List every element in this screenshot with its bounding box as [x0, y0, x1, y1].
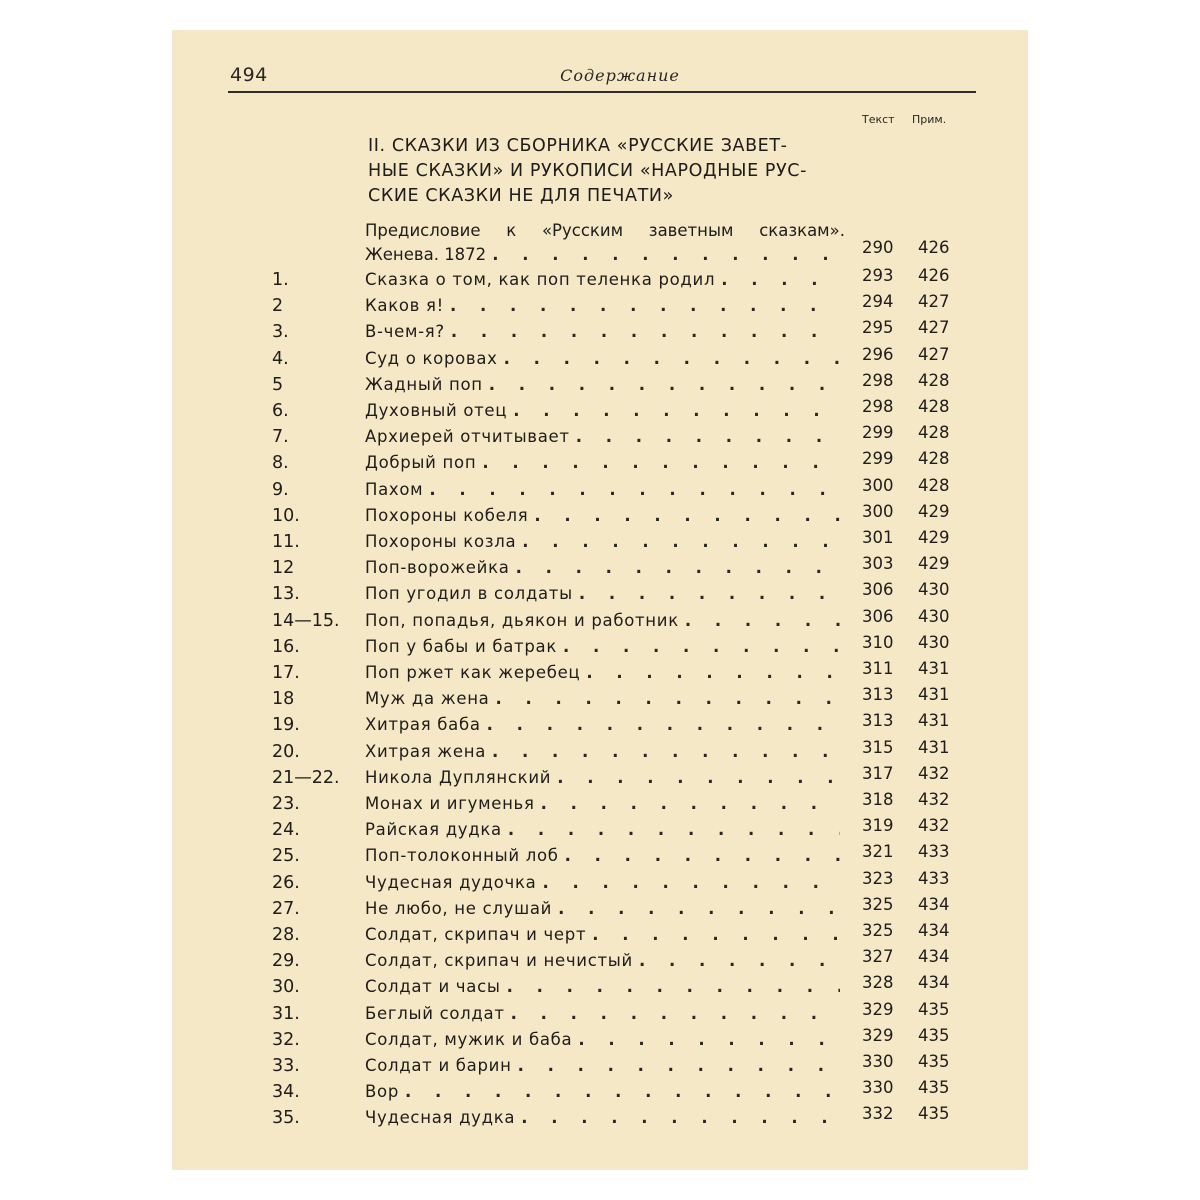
- toc-row: [0, 868, 1000, 899]
- dot-leader: [451, 322, 840, 341]
- dot-leader: [586, 663, 840, 682]
- text-page: 311: [862, 659, 894, 678]
- text-page: 318: [862, 790, 894, 809]
- text-page: 329: [862, 999, 894, 1019]
- entry-title-line: [365, 480, 840, 499]
- text-page: 298: [862, 370, 894, 390]
- text-page: 325: [862, 921, 894, 940]
- entry-title-line: [365, 401, 840, 420]
- dot-leader: [507, 977, 840, 996]
- entry-number: 14—15.: [272, 610, 340, 631]
- entry-title-line: [365, 584, 840, 603]
- toc-row: [0, 816, 1000, 846]
- toc-row: [0, 921, 1000, 951]
- text-page: 329: [862, 1025, 894, 1045]
- entry-title: Поп ржет как жеребец: [365, 663, 581, 682]
- toc-row: [0, 947, 1000, 977]
- text-page: 303: [862, 554, 894, 574]
- toc-row: [0, 475, 1000, 506]
- preface-line-2: [365, 243, 845, 267]
- entry-title-line: [365, 742, 840, 761]
- notes-page: 433: [918, 842, 950, 862]
- text-page: 332: [862, 1104, 894, 1124]
- entry-number: 27.: [272, 898, 300, 919]
- text-page: 298: [862, 397, 894, 416]
- entry-title: Солдат, скрипач и черт: [365, 925, 587, 944]
- notes-page: 434: [918, 947, 950, 967]
- entry-number: 16.: [272, 636, 300, 657]
- entry-number: 1.: [272, 270, 289, 290]
- entry-title: Муж да жена: [365, 689, 490, 709]
- entry-number: 20.: [272, 741, 300, 762]
- entry-number: 2: [272, 296, 284, 317]
- entry-title: Поп-ворожейка: [365, 558, 510, 578]
- entry-title: Жадный поп: [365, 374, 483, 394]
- dot-leader: [516, 558, 840, 577]
- toc-row: [0, 528, 1000, 558]
- column-header-notes: Прим.: [912, 113, 947, 126]
- toc-row: [0, 606, 1000, 637]
- entry-title-line: [365, 322, 840, 341]
- entry-title: Солдат, мужик и баба: [365, 1029, 573, 1049]
- notes-page: 429: [918, 554, 950, 574]
- notes-page: 430: [918, 580, 950, 600]
- toc-row: [0, 1104, 1000, 1134]
- text-page: 293: [862, 266, 894, 285]
- dot-leader: [405, 1082, 840, 1101]
- dot-leader: [511, 1004, 840, 1023]
- preface-text-page: 290: [862, 238, 894, 257]
- entry-title: Духовный отец: [365, 401, 508, 420]
- entry-number: 35.: [272, 1108, 300, 1129]
- toc-row: [0, 763, 1000, 794]
- dot-leader: [482, 453, 840, 472]
- entry-title-line: [365, 794, 840, 813]
- text-page: 313: [862, 685, 894, 705]
- notes-page: 429: [918, 501, 950, 521]
- entry-title: Беглый солдат: [365, 1003, 505, 1023]
- preface-place-date: Женева. 1872: [365, 245, 487, 264]
- dot-leader: [508, 820, 840, 839]
- entry-number: 28.: [272, 925, 300, 945]
- dot-leader: [513, 401, 840, 420]
- toc-row: [0, 397, 1000, 427]
- toc-row: [0, 737, 1000, 768]
- entry-title-line: [365, 663, 840, 682]
- notes-page: 427: [918, 292, 950, 312]
- toc-row: [0, 685, 1000, 715]
- dot-leader: [541, 794, 840, 813]
- dot-leader: [685, 611, 840, 630]
- toc-row: [0, 1052, 1000, 1082]
- column-header-text: Текст: [862, 113, 895, 126]
- text-page: 306: [862, 606, 894, 626]
- toc-row: [0, 501, 1000, 532]
- notes-page: 433: [918, 868, 950, 888]
- entry-title: Солдат и барин: [365, 1056, 512, 1075]
- entry-title: Похороны кобеля: [365, 505, 529, 525]
- entry-number: 34.: [272, 1082, 300, 1103]
- text-page: 328: [862, 973, 894, 993]
- entry-title-line: [365, 977, 840, 996]
- entry-title: Похороны козла: [365, 532, 517, 551]
- entry-number: 30.: [272, 977, 300, 998]
- section-heading-line: СКИЕ СКАЗКИ НЕ ДЛЯ ПЕЧАТИ»: [368, 186, 674, 206]
- entry-title-line: [365, 375, 840, 394]
- entry-title: Солдат, скрипач и нечистый: [365, 951, 633, 971]
- entry-number: 8.: [272, 453, 289, 474]
- notes-page: 435: [918, 1025, 950, 1045]
- entry-number: 25.: [272, 846, 300, 867]
- notes-page: 428: [918, 423, 950, 443]
- text-page: 323: [862, 868, 894, 888]
- notes-page: 432: [918, 790, 950, 809]
- text-page: 300: [862, 501, 894, 521]
- entry-title: Сказка о том, как поп теленка родил: [365, 270, 716, 289]
- entry-title: Солдат и часы: [365, 977, 501, 997]
- notes-page: 430: [918, 632, 950, 652]
- notes-page: 435: [918, 999, 950, 1019]
- text-page: 327: [862, 947, 894, 967]
- section-heading-line: II. СКАЗКИ ИЗ СБОРНИКА «РУССКИЕ ЗАВЕТ-: [368, 136, 788, 156]
- toc-row: [0, 659, 1000, 689]
- dot-leader: [492, 243, 845, 267]
- toc-row: [0, 999, 1000, 1030]
- entry-title-line: [365, 637, 840, 656]
- preface-notes-page: 426: [918, 238, 950, 257]
- entry-number: 13.: [272, 584, 300, 605]
- text-page: 315: [862, 737, 894, 757]
- text-page: 330: [862, 1052, 894, 1071]
- entry-number: 24.: [272, 820, 300, 841]
- entry-title-line: [365, 951, 840, 970]
- dot-leader: [557, 768, 840, 787]
- entry-title-line: [365, 925, 840, 944]
- preface-word: «Русским: [541, 221, 624, 240]
- dot-leader: [518, 1056, 840, 1075]
- dot-leader: [492, 742, 840, 761]
- preface-word: к: [506, 221, 517, 240]
- toc-row: [0, 266, 1000, 296]
- notes-page: 434: [918, 921, 950, 940]
- text-page: 294: [862, 292, 894, 312]
- entry-number: 9.: [272, 479, 289, 500]
- running-title: Содержание: [560, 66, 680, 85]
- entry-title: Хитрая баба: [365, 715, 481, 735]
- entry-title: Каков я!: [365, 296, 444, 316]
- preface-word: заветным: [648, 221, 734, 240]
- notes-page: 428: [918, 449, 950, 469]
- entry-title: Суд о коровах: [365, 348, 498, 368]
- entry-number: 19.: [272, 715, 300, 736]
- dot-leader: [579, 584, 840, 603]
- page-number: 494: [230, 64, 268, 86]
- entry-title: Вор: [365, 1082, 399, 1102]
- notes-page: 434: [918, 894, 950, 914]
- toc-row: [0, 344, 1000, 375]
- entry-title: Чудесная дудка: [365, 1108, 516, 1128]
- dot-leader: [576, 427, 840, 446]
- toc-row: [0, 842, 1000, 872]
- dot-leader: [504, 349, 840, 368]
- notes-page: 428: [918, 397, 950, 416]
- text-page: 319: [862, 816, 894, 836]
- header-rule: [228, 91, 976, 93]
- dot-leader: [534, 506, 840, 525]
- toc-row: [0, 1078, 1000, 1108]
- entry-number: 17.: [272, 663, 300, 683]
- entry-title-line: [365, 1004, 840, 1023]
- toc-row: [0, 423, 1000, 453]
- entry-number: 6.: [272, 401, 289, 421]
- notes-page: 426: [918, 266, 950, 285]
- notes-page: 428: [918, 475, 950, 495]
- dot-leader: [487, 715, 840, 734]
- entry-title: Поп-толоконный лоб: [365, 846, 559, 866]
- text-page: 299: [862, 423, 894, 443]
- dot-leader: [489, 375, 840, 394]
- entry-number: 5: [272, 374, 284, 395]
- toc-row: [0, 370, 1000, 401]
- entry-title: Райская дудка: [365, 820, 502, 840]
- toc-row: [0, 790, 1000, 820]
- notes-page: 427: [918, 344, 950, 364]
- dot-leader: [639, 951, 840, 970]
- notes-page: 428: [918, 370, 950, 390]
- notes-page: 435: [918, 1078, 950, 1098]
- text-page: 310: [862, 632, 894, 652]
- text-page: 317: [862, 763, 894, 783]
- dot-leader: [429, 480, 840, 499]
- entry-number: 21—22.: [272, 767, 340, 788]
- toc-row: [0, 894, 1000, 925]
- toc-row: [0, 632, 1000, 663]
- notes-page: 432: [918, 763, 950, 783]
- entry-number: 32.: [272, 1029, 300, 1050]
- text-page: 301: [862, 528, 894, 547]
- entry-number: 26.: [272, 872, 300, 893]
- entry-title: Добрый поп: [365, 453, 477, 473]
- text-page: 325: [862, 894, 894, 914]
- entry-title: Не любо, не слушай: [365, 898, 553, 918]
- dot-leader: [563, 637, 840, 656]
- section-heading: [368, 134, 848, 209]
- toc-row: [0, 449, 1000, 479]
- text-page: 296: [862, 344, 894, 364]
- entry-title-line: [365, 427, 840, 446]
- entry-title-line: [365, 873, 840, 892]
- notes-page: 430: [918, 606, 950, 626]
- text-page: 313: [862, 711, 894, 731]
- entry-title-line: [365, 611, 840, 630]
- dot-leader: [592, 925, 840, 944]
- text-page: 306: [862, 580, 894, 600]
- toc-row: [0, 318, 1000, 348]
- toc-row: [0, 1025, 1000, 1056]
- entry-number: 33.: [272, 1056, 300, 1076]
- notes-page: 434: [918, 973, 950, 993]
- entry-title-line: [365, 1082, 840, 1101]
- notes-page: 435: [918, 1104, 950, 1124]
- entry-title: В-чем-я?: [365, 322, 445, 342]
- entry-number: 10.: [272, 505, 300, 526]
- entry-title-line: [365, 506, 840, 525]
- preface-word: Предисловие: [365, 221, 481, 240]
- entry-title-line: [365, 1056, 840, 1075]
- entry-title: Поп угодил в солдаты: [365, 584, 573, 604]
- entry-title-line: [365, 453, 840, 472]
- dot-leader: [522, 532, 840, 551]
- entry-title-line: [365, 558, 840, 577]
- dot-leader: [578, 1030, 840, 1049]
- dot-leader: [565, 846, 840, 865]
- entry-title-line: [365, 820, 840, 839]
- entry-title: Пахом: [365, 479, 424, 499]
- toc-row: [0, 580, 1000, 610]
- entry-number: 12: [272, 558, 295, 579]
- notes-page: 432: [918, 816, 950, 836]
- entry-title: Хитрая жена: [365, 741, 487, 761]
- section-heading-line: НЫЕ СКАЗКИ» И РУКОПИСИ «НАРОДНЫЕ РУС-: [368, 161, 808, 181]
- text-page: 295: [862, 318, 894, 338]
- notes-page: 429: [918, 528, 950, 547]
- entry-number: 7.: [272, 427, 289, 448]
- notes-page: 431: [918, 659, 950, 678]
- entry-title: Монах и игуменья: [365, 794, 535, 813]
- dot-leader: [496, 689, 841, 708]
- entry-title-line: [365, 349, 840, 368]
- toc-row: [0, 554, 1000, 584]
- entry-title-line: [365, 846, 840, 865]
- entry-number: 11.: [272, 532, 300, 552]
- text-page: 299: [862, 449, 894, 469]
- entry-title: Чудесная дудочка: [365, 872, 537, 892]
- text-page: 321: [862, 842, 894, 862]
- text-page: 300: [862, 475, 894, 495]
- toc-row: [0, 292, 1000, 322]
- entry-title-line: [365, 270, 840, 289]
- notes-page: 431: [918, 711, 950, 731]
- text-page: 330: [862, 1078, 894, 1098]
- notes-page: 431: [918, 685, 950, 705]
- notes-page: 435: [918, 1052, 950, 1071]
- preface-word: сказкам».: [759, 221, 845, 240]
- entry-title-line: [365, 1108, 840, 1127]
- dot-leader: [721, 270, 840, 289]
- entry-number: 4.: [272, 348, 289, 369]
- entry-title-line: [365, 1030, 840, 1049]
- entry-title: Поп у бабы и батрак: [365, 636, 557, 656]
- dot-leader: [450, 296, 840, 315]
- entry-title-line: [365, 899, 840, 918]
- entry-title: Поп, попадья, дьякон и работник: [365, 610, 679, 630]
- dot-leader: [558, 899, 840, 918]
- entry-title-line: [365, 689, 840, 708]
- notes-page: 427: [918, 318, 950, 338]
- entry-title-line: [365, 768, 840, 787]
- preface-entry: [365, 219, 845, 267]
- entry-title: Архиерей отчитывает: [365, 427, 570, 447]
- entry-title: Никола Дуплянский: [365, 767, 552, 787]
- entry-number: 18: [272, 689, 295, 710]
- notes-page: 431: [918, 737, 950, 757]
- entry-number: 23.: [272, 794, 300, 814]
- entry-title-line: [365, 296, 840, 315]
- entry-number: 29.: [272, 951, 300, 972]
- toc-row: [0, 711, 1000, 741]
- toc-row: [0, 973, 1000, 1003]
- entry-title-line: [365, 715, 840, 734]
- entry-title-line: [365, 532, 840, 551]
- entry-number: 31.: [272, 1003, 300, 1024]
- preface-line-1: [365, 219, 845, 243]
- dot-leader: [542, 873, 840, 892]
- entry-number: 3.: [272, 322, 289, 343]
- dot-leader: [521, 1108, 840, 1127]
